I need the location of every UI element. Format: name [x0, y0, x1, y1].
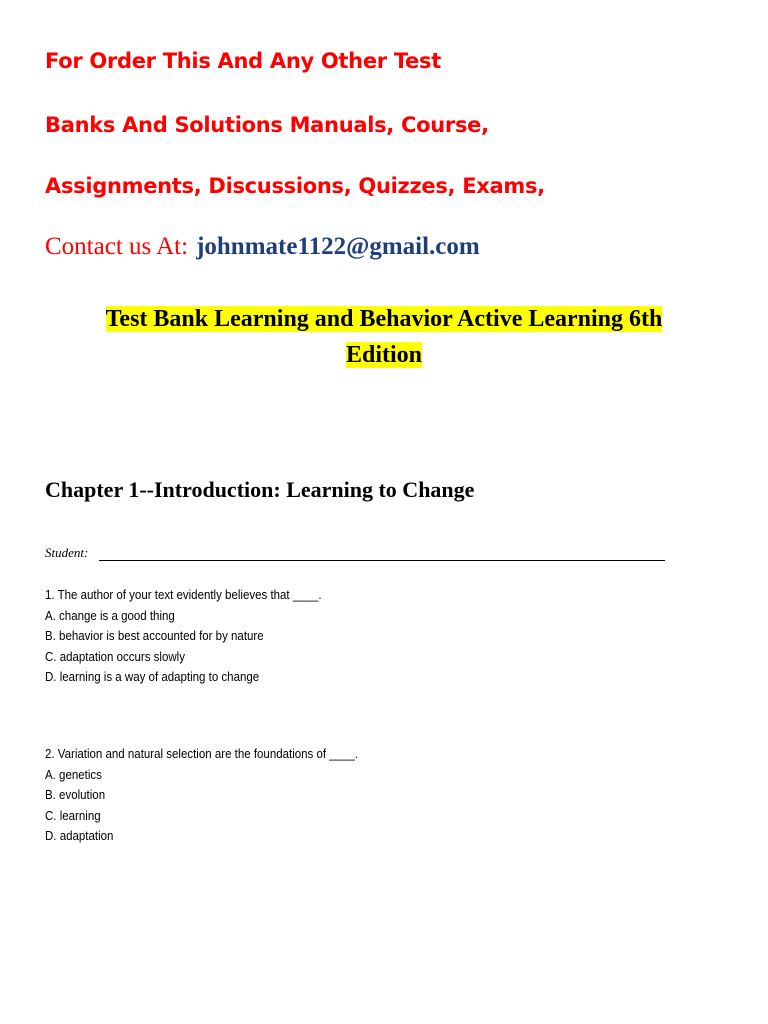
question-1 — [45, 585, 322, 688]
ad-line-1: For Order This And Any Other Test — [45, 49, 441, 73]
contact-line — [45, 233, 480, 261]
contact-email-link[interactable]: johnmate1122@gmail.com — [196, 233, 480, 260]
student-label: Student: — [45, 545, 89, 560]
student-field — [45, 545, 665, 563]
ad-line-3: Assignments, Discussions, Quizzes, Exams, — [45, 174, 545, 198]
answer-option: C. learning — [45, 808, 101, 823]
answer-option: D. adaptation — [45, 829, 114, 844]
question-2 — [45, 744, 358, 847]
question-stem: 2. Variation and natural selection are the foundations of ____. — [45, 747, 359, 761]
answer-option: B. evolution — [45, 788, 106, 803]
answer-option: A. genetics — [45, 767, 102, 782]
document-title-line-1: Test Bank Learning and Behavior Active Learning 6th — [105, 306, 663, 332]
contact-label: Contact us At: — [45, 233, 189, 260]
ad-line-2: Banks And Solutions Manuals, Course, — [45, 113, 489, 137]
student-name-line — [99, 560, 665, 561]
chapter-title: Chapter 1--Introduction: Learning to Change — [45, 477, 475, 502]
answer-option: A. change is a good thing — [45, 608, 175, 623]
document-title-line-2: Edition — [345, 342, 423, 368]
answer-option: D. learning is a way of adapting to change — [45, 670, 260, 685]
question-stem: 1. The author of your text evidently believes that ____. — [45, 588, 322, 602]
answer-option: B. behavior is best accounted for by nature — [45, 629, 264, 644]
document-title — [40, 301, 728, 373]
answer-option: C. adaptation occurs slowly — [45, 649, 185, 664]
